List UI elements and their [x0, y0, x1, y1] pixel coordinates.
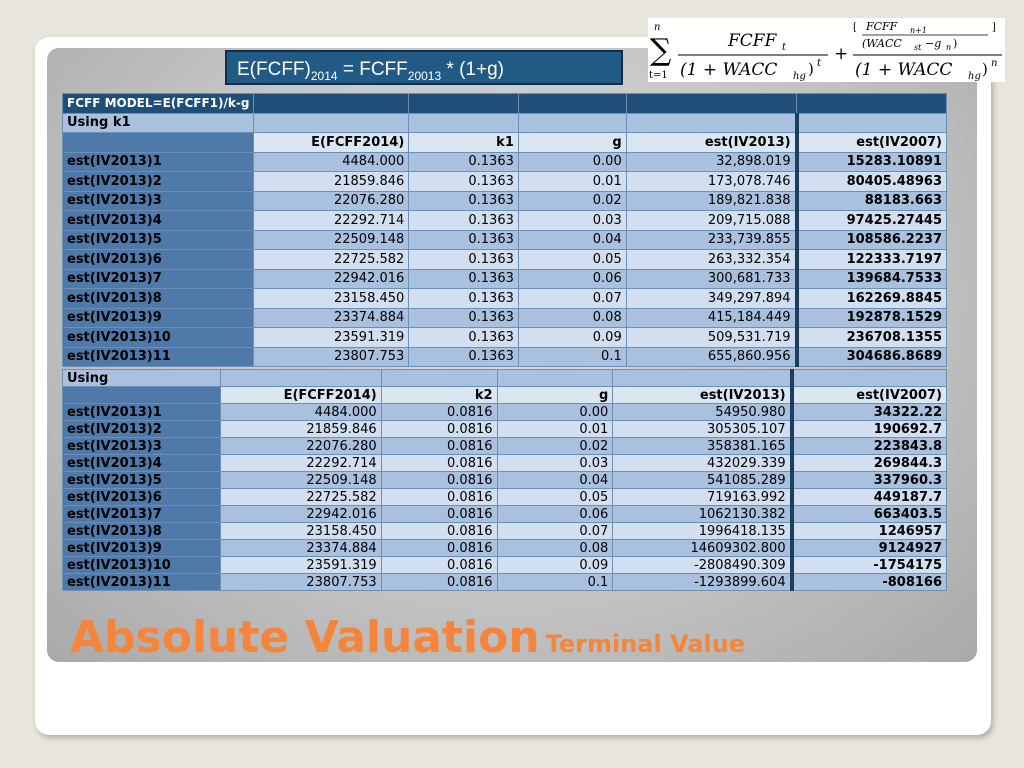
table-cell: 415,184.449 — [626, 308, 796, 328]
table-cell: 0.0816 — [381, 404, 497, 421]
table-row — [63, 250, 947, 270]
frac2-inner-denominator: (WACC — [862, 37, 902, 50]
table-row — [63, 421, 947, 438]
table-cell: 358381.165 — [613, 438, 792, 455]
table2-header-row: E(FCFF2014) k2 g est(IV2013) est(IV2007) — [63, 387, 947, 404]
table-cell: 304686.8689 — [797, 347, 947, 367]
table-cell: 1246957 — [792, 523, 947, 540]
table-cell: 0.06 — [497, 506, 613, 523]
svg-text:n: n — [991, 58, 998, 69]
table-cell: 22509.148 — [254, 230, 409, 250]
table-cell: 0.06 — [518, 269, 626, 289]
table-cell: 0.02 — [518, 191, 626, 211]
table-cell: 189,821.838 — [626, 191, 796, 211]
inner-close: ) — [953, 37, 958, 50]
table-cell: 23591.319 — [254, 328, 409, 348]
table-cell: 0.03 — [497, 455, 613, 472]
table-cell: 236708.1355 — [797, 328, 947, 348]
table-cell: 0.1 — [497, 574, 613, 591]
table-cell: 0.0816 — [381, 438, 497, 455]
table-cell: 23807.753 — [220, 574, 381, 591]
table-row — [63, 404, 947, 421]
table-row — [63, 152, 947, 172]
table-row — [63, 506, 947, 523]
row-label: est(IV2013)10 — [63, 557, 221, 574]
row-label: est(IV2013)2 — [63, 172, 254, 192]
table-row — [63, 308, 947, 328]
table-row — [63, 230, 947, 250]
table-cell: 23374.884 — [254, 308, 409, 328]
table-cell: 23158.450 — [220, 523, 381, 540]
table-cell: 15283.10891 — [797, 152, 947, 172]
table-cell: 0.05 — [497, 489, 613, 506]
row-label: est(IV2013)6 — [63, 489, 221, 506]
table-cell: 22076.280 — [220, 438, 381, 455]
table-row — [63, 211, 947, 231]
table-cell: 337960.3 — [792, 472, 947, 489]
fcff-table-k2 — [62, 369, 947, 591]
table-cell: 21859.846 — [220, 421, 381, 438]
table-cell: 209,715.088 — [626, 211, 796, 231]
row-label: est(IV2013)1 — [63, 152, 254, 172]
table-cell: 0.09 — [497, 557, 613, 574]
table-cell: 97425.27445 — [797, 211, 947, 231]
table-cell: 305305.107 — [613, 421, 792, 438]
table-cell: 0.1363 — [409, 308, 519, 328]
row-label: est(IV2013)4 — [63, 211, 254, 231]
table1-subtitle-row — [63, 113, 947, 133]
row-label: est(IV2013)11 — [63, 574, 221, 591]
table-cell: 1062130.382 — [613, 506, 792, 523]
sum-symbol: ∑ — [650, 33, 672, 68]
table-cell: 0.1 — [518, 347, 626, 367]
table-cell: 0.02 — [497, 438, 613, 455]
table-cell: 432029.339 — [613, 455, 792, 472]
table-row — [63, 489, 947, 506]
table-cell: 541085.289 — [613, 472, 792, 489]
table-cell: 0.04 — [518, 230, 626, 250]
table-cell: 22509.148 — [220, 472, 381, 489]
table-cell: 269844.3 — [792, 455, 947, 472]
frac1-numerator: FCFF — [728, 31, 777, 51]
table-row — [63, 472, 947, 489]
row-label: est(IV2013)5 — [63, 472, 221, 489]
growth-formula-box: $E(FCFF)_{2014}$ = $FCFF_{20013} * (1+g)$ — [225, 50, 623, 85]
table-cell: 22725.582 — [254, 250, 409, 270]
table-row — [63, 289, 947, 309]
table-cell: 0.1363 — [409, 191, 519, 211]
table-cell: 4484.000 — [254, 152, 409, 172]
table-cell: 0.00 — [497, 404, 613, 421]
table-cell: 0.1363 — [409, 250, 519, 270]
frac2-denominator: (1 + WACC — [855, 60, 953, 80]
row-label: est(IV2013)3 — [63, 438, 221, 455]
table-cell: 0.07 — [518, 289, 626, 309]
bracket-right: ] — [992, 22, 996, 33]
row-label: est(IV2013)10 — [63, 328, 254, 348]
terminal-value-equation — [648, 18, 1005, 82]
table-cell: 80405.48963 — [797, 172, 947, 192]
table-cell: 719163.992 — [613, 489, 792, 506]
frac2-inner-numerator: FCFF — [866, 20, 898, 33]
table2-subtitle: Using — [63, 370, 221, 387]
title-sub: Terminal Value — [545, 630, 746, 658]
table-cell: -808166 — [792, 574, 947, 591]
row-label: est(IV2013)4 — [63, 455, 221, 472]
table-cell: 192878.1529 — [797, 308, 947, 328]
table-cell: 4484.000 — [220, 404, 381, 421]
table-cell: 22076.280 — [254, 191, 409, 211]
table-cell: 0.0816 — [381, 506, 497, 523]
row-label: est(IV2013)11 — [63, 347, 254, 367]
row-label: est(IV2013)7 — [63, 269, 254, 289]
table-cell: 0.08 — [518, 308, 626, 328]
table-cell: 23158.450 — [254, 289, 409, 309]
table-cell: 0.1363 — [409, 328, 519, 348]
table2-subtitle-row — [63, 370, 947, 387]
table-row — [63, 347, 947, 367]
table-cell: 108586.2237 — [797, 230, 947, 250]
table-cell: 173,078.746 — [626, 172, 796, 192]
table-cell: 139684.7533 — [797, 269, 947, 289]
table-cell: 509,531.719 — [626, 328, 796, 348]
table-row — [63, 557, 947, 574]
table-row — [63, 269, 947, 289]
table-cell: 223843.8 — [792, 438, 947, 455]
table-cell: -2808490.309 — [613, 557, 792, 574]
row-label: est(IV2013)2 — [63, 421, 221, 438]
table-cell: 300,681.733 — [626, 269, 796, 289]
table-cell: 22942.016 — [220, 506, 381, 523]
table-cell: 263,332.354 — [626, 250, 796, 270]
table-cell: 349,297.894 — [626, 289, 796, 309]
table-cell: 22292.714 — [220, 455, 381, 472]
table-cell: 0.0816 — [381, 523, 497, 540]
frac1-close: ) — [808, 60, 814, 78]
table-cell: 0.1363 — [409, 211, 519, 231]
table-cell: 0.0816 — [381, 455, 497, 472]
table-cell: 0.1363 — [409, 172, 519, 192]
row-label: est(IV2013)9 — [63, 308, 254, 328]
table-cell: 0.04 — [497, 472, 613, 489]
table1-header-row: E(FCFF2014) k1 g est(IV2013) est(IV2007) — [63, 133, 947, 153]
table-cell: 449187.7 — [792, 489, 947, 506]
table-cell: 0.05 — [518, 250, 626, 270]
table-cell: 23807.753 — [254, 347, 409, 367]
table-cell: 0.01 — [497, 421, 613, 438]
table-cell: 54950.980 — [613, 404, 792, 421]
table-cell: 22942.016 — [254, 269, 409, 289]
frac2-close: ) — [982, 60, 988, 78]
plus-sign: + — [834, 44, 849, 64]
table-cell: 0.0816 — [381, 489, 497, 506]
table-cell: 0.01 — [518, 172, 626, 192]
table1-title-row — [63, 94, 947, 114]
row-label: est(IV2013)9 — [63, 540, 221, 557]
table-cell: 32,898.019 — [626, 152, 796, 172]
table-cell: 88183.663 — [797, 191, 947, 211]
table-cell: 23591.319 — [220, 557, 381, 574]
svg-text:t: t — [817, 58, 822, 69]
table-row — [63, 191, 947, 211]
table-cell: 190692.7 — [792, 421, 947, 438]
title-main: Absolute Valuation — [70, 612, 540, 663]
slide-title — [70, 612, 745, 663]
svg-text:n: n — [946, 43, 952, 52]
table-cell: 655,860.956 — [626, 347, 796, 367]
row-label: est(IV2013)6 — [63, 250, 254, 270]
row-label: est(IV2013)7 — [63, 506, 221, 523]
table-cell: 122333.7197 — [797, 250, 947, 270]
table-cell: 0.0816 — [381, 472, 497, 489]
svg-text:t: t — [782, 42, 787, 53]
table1-subtitle: Using k1 — [63, 113, 254, 133]
table-cell: 0.08 — [497, 540, 613, 557]
row-label: est(IV2013)5 — [63, 230, 254, 250]
table-cell: 0.0816 — [381, 574, 497, 591]
table-cell: 0.0816 — [381, 540, 497, 557]
table-cell: 34322.22 — [792, 404, 947, 421]
table-cell: 0.03 — [518, 211, 626, 231]
table-cell: 23374.884 — [220, 540, 381, 557]
table-cell: 9124927 — [792, 540, 947, 557]
table-cell: 0.09 — [518, 328, 626, 348]
svg-text:st: st — [914, 43, 922, 52]
table-cell: -1293899.604 — [613, 574, 792, 591]
table-cell: 0.1363 — [409, 347, 519, 367]
fcff-table-k1 — [62, 93, 947, 367]
table1-title: FCFF MODEL=E(FCFF1)/k-g — [63, 94, 254, 114]
table-cell: 233,739.855 — [626, 230, 796, 250]
table-row — [63, 172, 947, 192]
table-cell: 0.1363 — [409, 152, 519, 172]
table-cell: 162269.8845 — [797, 289, 947, 309]
table-cell: 0.0816 — [381, 421, 497, 438]
table-cell: 663403.5 — [792, 506, 947, 523]
table-row — [63, 574, 947, 591]
frac1-denominator: (1 + WACC — [680, 60, 778, 80]
svg-text:hg: hg — [968, 71, 981, 82]
table-cell: 0.1363 — [409, 269, 519, 289]
table-cell: 22725.582 — [220, 489, 381, 506]
table-row — [63, 455, 947, 472]
table-cell: 14609302.800 — [613, 540, 792, 557]
table-row — [63, 328, 947, 348]
table-cell: 21859.846 — [254, 172, 409, 192]
table-row — [63, 523, 947, 540]
table-cell: -1754175 — [792, 557, 947, 574]
table-row — [63, 438, 947, 455]
table-cell: 0.00 — [518, 152, 626, 172]
table-row — [63, 540, 947, 557]
table-cell: 0.1363 — [409, 289, 519, 309]
row-label: est(IV2013)1 — [63, 404, 221, 421]
row-label: est(IV2013)8 — [63, 523, 221, 540]
row-label: est(IV2013)3 — [63, 191, 254, 211]
table-cell: 0.0816 — [381, 557, 497, 574]
row-label: est(IV2013)8 — [63, 289, 254, 309]
sum-upper: n — [654, 22, 661, 33]
bracket-left: [ — [853, 22, 857, 33]
svg-text:hg: hg — [793, 71, 806, 82]
sum-lower: t=1 — [649, 70, 668, 81]
svg-text:−g: −g — [925, 37, 942, 50]
table-cell: 0.1363 — [409, 230, 519, 250]
table-cell: 22292.714 — [254, 211, 409, 231]
svg-text:n+1: n+1 — [910, 26, 927, 35]
table-cell: 1996418.135 — [613, 523, 792, 540]
table-cell: 0.07 — [497, 523, 613, 540]
